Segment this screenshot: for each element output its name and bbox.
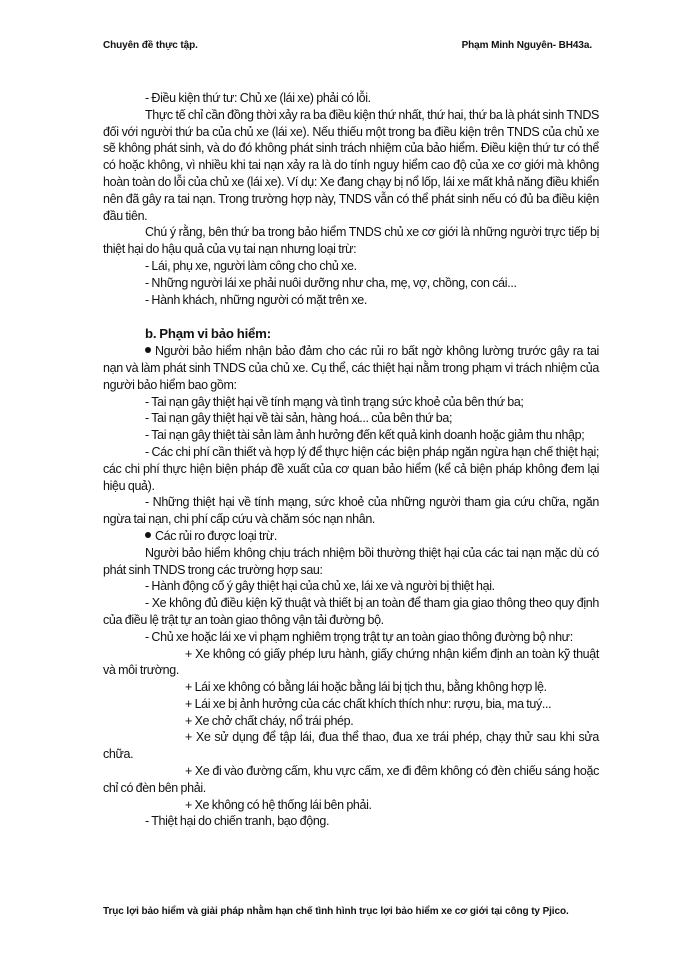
list-item: - Hành động cố ý gây thiệt hại của chủ xe, lái xe và người bị thiệt hại. xyxy=(145,579,495,594)
header-title: Chuyên đề thực tập. xyxy=(103,40,198,51)
document-body xyxy=(103,90,599,830)
sub-list-item: + Xe đi vào đường cấm, khu vực cấm, xe đi đêm không có đèn chiếu sáng hoặc chỉ có đèn bên phải. xyxy=(103,764,599,795)
paragraph: - Điều kiện thứ tư: Chủ xe (lái xe) phải có lỗi. xyxy=(145,91,371,105)
list-item: - Những người lái xe phải nuôi dưỡng như cha, mẹ, vợ, chồng, con cái... xyxy=(145,275,517,290)
sub-list-item: + Xe không có giấy phép lưu hành, giấy chứng nhận kiểm định an toàn kỹ thuật và môi trường. xyxy=(103,646,599,678)
paragraph: Chú ý rằng, bên thứ ba trong bảo hiểm TNDS chủ xe cơ giới là những người trực tiếp bị thiệt hại do hậu quả của vụ tai nạn nhưng loại trừ: xyxy=(103,225,599,257)
paragraph: Thực tế chỉ cần đồng thời xảy ra ba điều kiện thứ nhất, thứ hai, thứ ba là phát sinh TNDS đối với người thứ ba của chủ xe (lái xe). Nếu thiếu một trong ba điều kiện trên TNDS của chủ xe sẽ không phát sinh, và do đó không phát sinh trách nhiệm của bảo hiểm. Điều kiện thứ tư có thể có hoặc không, vì nhiều khi tai nạn xảy ra là do tính nguy hiểm cao độ của xe cơ giới mà không hoàn toàn do lỗi của chủ xe (lái xe). Ví dụ: Xe đang chạy bị nổ lốp, lái xe mất khả năng điều khiển nên đã gây ra tai nạn. Trong trường hợp này, TNDS vẫn có thể phát sinh nếu có đủ ba điều kiện đầu tiên. xyxy=(103,107,599,223)
list-item: - Các chi phí cần thiết và hợp lý để thực hiện các biện pháp ngăn ngừa hạn chế thiệt hại; các chi phí thực hiện biện pháp đề xuất của cơ quan bảo hiểm (kể cả biện pháp không đem lại hiệu quả). xyxy=(103,444,599,493)
bullet-paragraph xyxy=(103,343,599,393)
list-item: - Tai nạn gây thiệt hại về tài sản, hàng hoá... của bên thứ ba; xyxy=(145,411,453,426)
sub-list-item: + Lái xe không có bằng lái hoặc bằng lái bị tịch thu, bằng không hợp lệ. xyxy=(185,680,547,695)
list-item: - Xe không đủ điều kiện kỹ thuật và thiết bị an toàn để tham gia giao thông theo quy định của điều lệ trật tự an toàn giao thông vận tải đường bộ. xyxy=(103,596,599,627)
page-header xyxy=(103,40,592,56)
sub-list-item: + Xe chở chất cháy, nổ trái phép. xyxy=(185,713,354,728)
bullet-text: Các rủi ro được loại trừ. xyxy=(155,528,278,543)
paragraph: Người bảo hiểm không chịu trách nhiệm bồi thường thiệt hại của các tai nạn mặc dù có phát sinh TNDS trong các trường hợp sau: xyxy=(103,545,599,577)
list-item: - Tai nạn gây thiệt hại về tính mạng và tình trạng sức khoẻ của bên thứ ba; xyxy=(145,394,524,409)
list-item: - Chủ xe hoặc lái xe vi phạm nghiêm trọng trật tự an toàn giao thông đường bộ như: xyxy=(145,629,573,644)
list-item: - Hành khách, những người có mặt trên xe. xyxy=(145,292,367,307)
list-item: - Tai nạn gây thiệt tài sản làm ảnh hưởng đến kết quả kinh doanh hoặc giảm thu nhập; xyxy=(145,428,585,443)
bullet-icon xyxy=(145,532,151,538)
bullet-paragraph xyxy=(103,528,599,545)
sub-list-item: + Xe không có hệ thống lái bên phải. xyxy=(185,797,372,812)
list-item: - Lái, phụ xe, người làm công cho chủ xe. xyxy=(145,258,357,273)
page-footer: Trục lợi bảo hiểm và giải pháp nhằm hạn chế tình hình trục lợi bảo hiểm xe cơ giới tại công ty Pjico. xyxy=(103,906,569,917)
sub-list-item: + Lái xe bị ảnh hưởng của các chất khích thích như: rượu, bia, ma tuý... xyxy=(185,696,552,711)
bullet-text: Người bảo hiểm nhận bảo đảm cho các rủi ro bất ngờ không lường trước gây ra tai nạn và làm phát sinh TNDS của chủ xe. Cụ thể, các thiệt hại nằm trong phạm vi trách nhiệm của người bảo hiểm bao gồm: xyxy=(103,344,599,392)
section-heading: b. Phạm vi bảo hiểm: xyxy=(145,326,271,342)
list-item: - Những thiệt hại về tính mạng, sức khoẻ của những người tham gia cứu chữa, ngăn ngừa tai nạn, chi phí cấp cứu và chăm sóc nạn nhân. xyxy=(103,495,599,527)
sub-list-item: + Xe sử dụng để tập lái, đua thể thao, đua xe trái phép, chạy thử sau khi sửa chữa. xyxy=(103,730,599,762)
list-item: - Thiệt hại do chiến tranh, bạo động. xyxy=(145,814,330,829)
bullet-icon xyxy=(145,347,151,353)
header-author: Phạm Minh Nguyên- BH43a. xyxy=(461,40,592,51)
